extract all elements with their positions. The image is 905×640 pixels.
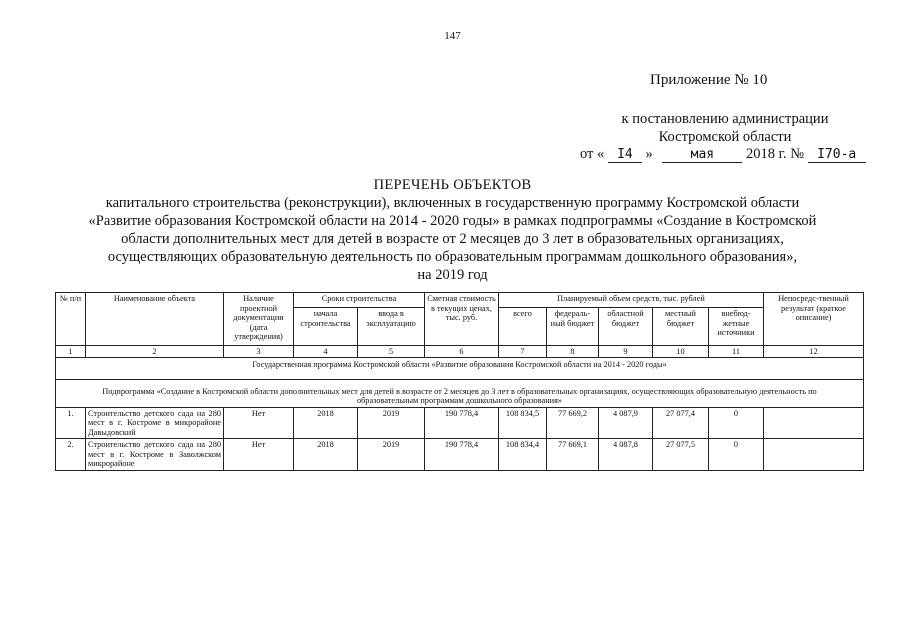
document-title [40,176,865,284]
row-local: 27 077,5 [653,439,709,471]
header-docs: Наличие проектной документации (дата утверждения) [224,293,294,346]
row-result [764,439,864,471]
row-offbudget: 0 [709,439,764,471]
row-cost: 190 778,4 [425,439,499,471]
row-offbudget: 0 [709,407,764,439]
subprogram-row [56,379,864,407]
row-result [764,407,864,439]
column-numbers-row [56,346,864,358]
decree-date [580,146,866,163]
title-line-1: ПЕРЕЧЕНЬ ОБЪЕКТОВ [373,177,532,193]
row-federal: 77 669,2 [547,407,599,439]
header-start: начала строительства [294,308,358,346]
header-federal: федераль-ный бюджет [547,308,599,346]
date-month-handwritten: мая [662,148,742,163]
row-regional: 4 087,8 [599,439,653,471]
objects-table [55,292,864,471]
decree-line-2: Костромской области [658,129,792,145]
title-line-5: осуществляющих образовательную деятельность по образовательным программам дошкольного образования», [107,249,798,265]
header-num: № п/п [56,293,86,346]
table-row [56,407,864,439]
date-prefix: от « [580,146,605,162]
decree-reference [560,110,890,146]
header-commission: ввода в эксплуатацию [358,308,425,346]
row-cost: 190 778,4 [425,407,499,439]
title-line-3: «Развитие образования Костромской области на 2014 - 2020 годы» в рамках подпрограммы «Создание в Костромской [88,213,817,229]
row-total: 108 834,4 [499,439,547,471]
title-line-2: капитального строительства (реконструкции), включенных в государственную программу Костромской области [105,195,800,211]
date-sep: » [645,146,653,162]
row-federal: 77 669,1 [547,439,599,471]
column-number: 9 [599,346,653,358]
page-number: 147 [444,30,461,42]
column-number: 6 [425,346,499,358]
column-number: 3 [224,346,294,358]
column-number: 10 [653,346,709,358]
header-local: местный бюджет [653,308,709,346]
column-number: 12 [764,346,864,358]
row-start: 2018 [294,439,358,471]
column-number: 8 [547,346,599,358]
appendix-label: Приложение № 10 [650,72,768,88]
column-number: 5 [358,346,425,358]
row-num: 2. [56,439,86,471]
row-name: Строительство детского сада на 280 мест в г. Костроме в Заволжском микрорайоне [86,439,224,471]
row-num: 1. [56,407,86,439]
header-total: всего [499,308,547,346]
header-result: Непосредс-твенный результат (краткое описание) [764,293,864,346]
row-docs: Нет [224,407,294,439]
column-number: 7 [499,346,547,358]
column-number: 2 [86,346,224,358]
header-cost: Сметная стоимость в текущих ценах, тыс. руб. [425,293,499,346]
row-commission: 2019 [358,407,425,439]
row-name: Строительство детского сада на 280 мест в г. Костроме в микрорайоне Давыдовский [86,407,224,439]
header-terms: Сроки строительства [294,293,425,308]
header-row-1 [56,293,864,308]
column-number: 11 [709,346,764,358]
column-number: 4 [294,346,358,358]
header-offbudget: внебюд-жетные источники [709,308,764,346]
row-commission: 2019 [358,439,425,471]
row-regional: 4 087,9 [599,407,653,439]
decree-number-handwritten: I70-а [808,148,866,163]
row-local: 27 077,4 [653,407,709,439]
column-number: 1 [56,346,86,358]
header-name: Наименование объекта [86,293,224,346]
header-planned: Планируемый объем средств, тыс. рублей [499,293,764,308]
header-regional: областной бюджет [599,308,653,346]
subprogram-title: Подпрограмма «Создание в Костромской области дополнительных мест для детей в возрасте от 2 месяцев до 3 лет в образовательных организациях, осуществляющих образовательную деятельность по образовательным программам дошкольного образования» [56,379,864,407]
row-docs: Нет [224,439,294,471]
program-title: Государственная программа Костромской области «Развитие образования Костромской области на 2014 - 2020 годы» [56,358,864,380]
title-line-6: на 2019 год [417,267,488,283]
row-total: 108 834,5 [499,407,547,439]
date-day-handwritten: I4 [608,148,642,163]
program-row [56,358,864,380]
title-line-4: области дополнительных мест для детей в возрасте от 2 месяцев до 3 лет в образовательных организациях, [121,231,784,247]
date-year: 2018 г. № [746,146,805,162]
table-row [56,439,864,471]
decree-line-1: к постановлению администрации [621,111,829,127]
row-start: 2018 [294,407,358,439]
